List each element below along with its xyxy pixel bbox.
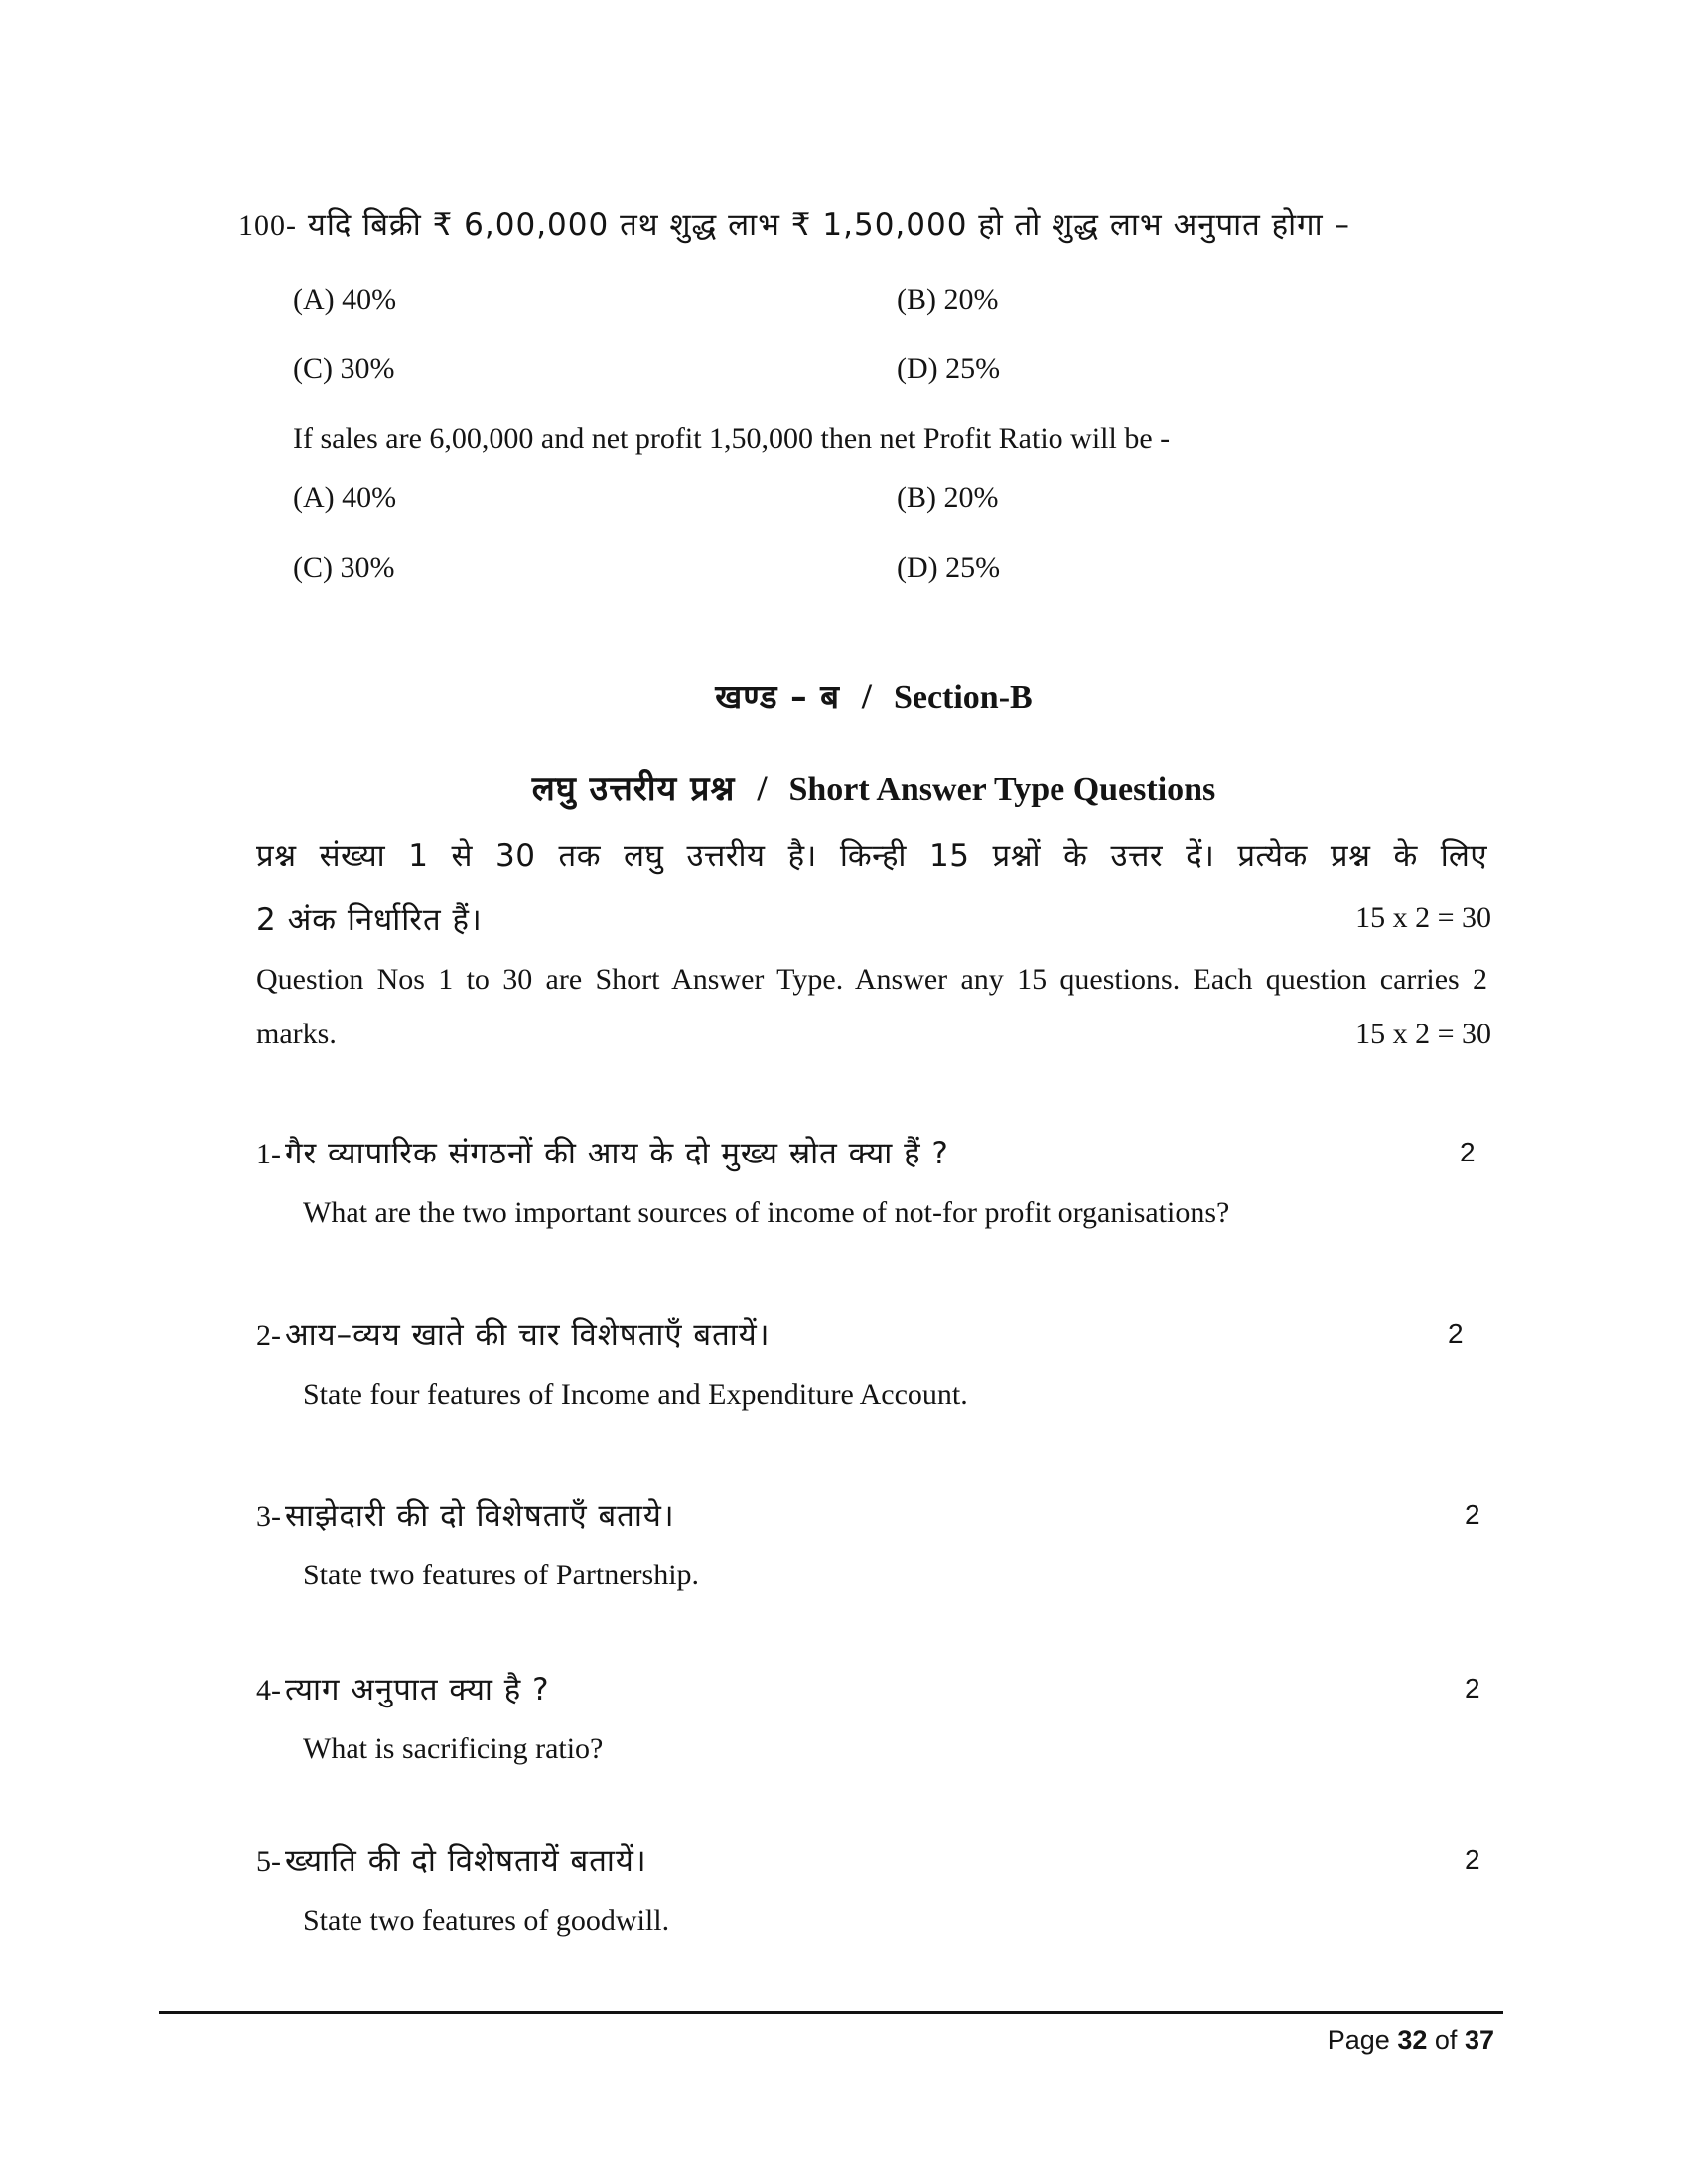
question-3-marks: 2	[1465, 1499, 1480, 1530]
option-value: 40%	[342, 481, 397, 514]
question-1-english: What are the two important sources of income of not-for profit organisations?	[303, 1196, 1230, 1229]
question-4-marks: 2	[1465, 1673, 1480, 1704]
option-value: 30%	[340, 551, 395, 584]
question-5-marks: 2	[1465, 1844, 1480, 1875]
q100-english-text: If sales are 6,00,000 and net profit 1,50,000 then net Profit Ratio will be -	[293, 422, 1171, 455]
question-hindi: साझेदारी की दो विशेषताएँ बताये।	[285, 1498, 675, 1534]
option-label: (D)	[897, 551, 938, 584]
question-hindi: त्याग अनुपात क्या है ?	[285, 1672, 550, 1707]
q100-hi-option-c	[293, 352, 395, 386]
option-value: 20%	[943, 481, 999, 514]
instructions-english-marks: 15 x 2 = 30	[1355, 1018, 1491, 1050]
option-label: (B)	[897, 481, 936, 514]
q100-hi-option-a	[293, 283, 396, 317]
option-value: 25%	[945, 551, 1001, 584]
question-2	[256, 1313, 771, 1355]
q100-hi-option-b	[897, 283, 999, 317]
page-word: Page	[1327, 2025, 1390, 2055]
question-5-english: State two features of goodwill.	[303, 1904, 670, 1937]
page-current: 32	[1397, 2025, 1428, 2055]
page-total: 37	[1464, 2025, 1494, 2055]
option-label: (A)	[293, 283, 335, 316]
option-label: (B)	[897, 283, 936, 316]
subheading-slash: /	[757, 768, 768, 808]
option-label: (C)	[293, 352, 333, 385]
section-heading-slash: /	[861, 676, 872, 716]
instructions-english-line2: marks.	[256, 1018, 337, 1050]
q100-en-option-a	[293, 481, 396, 515]
question-number: 4-	[256, 1674, 281, 1706]
page-number	[1328, 2025, 1494, 2056]
section-heading-english: Section-B	[893, 679, 1033, 716]
q100-en-option-b	[897, 481, 999, 515]
q100-en-option-d	[897, 551, 1000, 585]
question-4-english: What is sacrificing ratio?	[303, 1732, 604, 1765]
q100-en-option-c	[293, 551, 395, 585]
question-5	[256, 1840, 647, 1881]
option-label: (D)	[897, 352, 938, 385]
question-2-english: State four features of Income and Expenditure Account.	[303, 1378, 968, 1411]
question-number: 1-	[256, 1138, 281, 1170]
footer-rule	[159, 2011, 1503, 2014]
option-value: 20%	[943, 283, 999, 316]
subheading-english: Short Answer Type Questions	[788, 771, 1216, 808]
option-value: 40%	[342, 283, 397, 316]
question-1-marks: 2	[1460, 1137, 1476, 1167]
subheading-hindi: लघु उत्तरीय प्रश्न	[531, 769, 736, 809]
section-subheading	[0, 764, 1688, 810]
question-hindi: गैर व्यापारिक संगठनों की आय के दो मुख्य स्रोत क्या हैं ?	[285, 1136, 949, 1171]
instructions-hindi-line1: प्रश्न संख्या 1 से 30 तक लघु उत्तरीय है। किन्ही 15 प्रश्नों के उत्तर दें। प्रत्येक प्रश्न के लिए	[256, 838, 1487, 874]
q100-hindi-line	[238, 204, 1350, 245]
section-heading	[0, 673, 1688, 718]
instructions-hindi-line2: 2 अंक निर्धारित हैं।	[256, 902, 483, 938]
section-heading-hindi: खण्ड – ब	[715, 677, 840, 716]
question-number: 5-	[256, 1845, 281, 1878]
instructions-english-line1: Question Nos 1 to 30 are Short Answer Type. Answer any 15 questions. Each question carries 2	[256, 963, 1487, 996]
question-3-english: State two features of Partnership.	[303, 1559, 700, 1591]
question-3	[256, 1494, 675, 1536]
question-number: 3-	[256, 1500, 281, 1533]
q100-number: 100-	[238, 209, 297, 242]
option-value: 25%	[945, 352, 1001, 385]
of-word: of	[1434, 2025, 1458, 2055]
option-label: (A)	[293, 481, 335, 514]
option-label: (C)	[293, 551, 333, 584]
question-hindi: ख्याति की दो विशेषतायें बतायें।	[285, 1843, 647, 1879]
q100-hindi-text: यदि बिक्री ₹ 6,00,000 तथ शुद्ध लाभ ₹ 1,50,000 हो तो शुद्ध लाभ अनुपात होगा –	[307, 207, 1350, 243]
question-4	[256, 1668, 550, 1709]
question-hindi: आय–व्यय खाते की चार विशेषताएँ बतायें।	[285, 1317, 771, 1353]
instructions-hindi-marks: 15 x 2 = 30	[1355, 901, 1491, 934]
question-number: 2-	[256, 1319, 281, 1352]
option-value: 30%	[340, 352, 395, 385]
question-2-marks: 2	[1448, 1318, 1464, 1349]
question-1	[256, 1132, 949, 1173]
q100-hi-option-d	[897, 352, 1000, 386]
